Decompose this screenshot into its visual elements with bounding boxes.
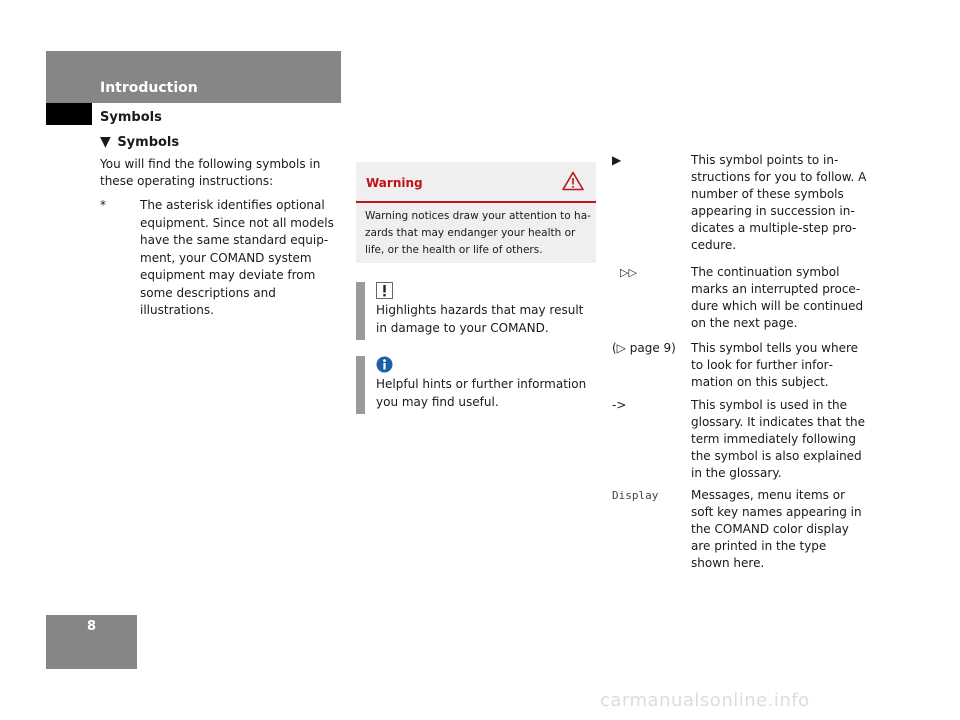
warning-divider: [356, 201, 596, 203]
arrow-right-icon: ▶: [612, 153, 622, 167]
symbol-description: This symbol points to instructions for you to follow. A number of these symbols appearing in succession indicates a multiple-step procedure.: [691, 153, 867, 252]
display-type-sample: Display: [612, 489, 659, 502]
hazard-note: [356, 282, 598, 340]
asterisk-text: The asterisk identifies optional equipment. Since not all models have the same standard equipment, your COMAND system equipment may deviate from some descriptions and illustrations.: [140, 198, 334, 317]
symbol-description: Messages, menu items or soft key names appearing in the COMAND color display are printed in the type shown here.: [691, 488, 862, 570]
warning-triangle-icon: [562, 171, 584, 191]
symbol-description: This symbol tells you where to look for further information on this subject.: [691, 341, 859, 389]
page-number-tab: [46, 615, 137, 669]
note-side-bar: [356, 282, 365, 340]
warning-text: Warning notices draw your attention to hazards that may endanger your health or life, or the health or life of others.: [365, 210, 591, 256]
hazard-note-text: Highlights hazards that may result in damage to your COMAND.: [376, 303, 584, 335]
heading-triangle-icon: ▼: [100, 134, 111, 150]
chapter-title: Introduction: [100, 80, 198, 96]
info-note: [356, 356, 598, 414]
section-subtitle: Symbols: [100, 110, 162, 125]
warning-box: [356, 162, 596, 263]
page-number: 8: [86, 619, 97, 634]
glossary-arrow-symbol: ->: [612, 398, 627, 412]
intro-paragraph: You will find the following symbols in these operating instructions:: [100, 157, 321, 188]
section-heading: [100, 134, 179, 150]
info-icon: [376, 356, 393, 373]
note-side-bar: [356, 356, 365, 414]
section-heading-text: Symbols: [117, 135, 180, 150]
exclamation-icon: [376, 282, 393, 299]
page-reference-symbol: (▷ page 9): [612, 341, 676, 355]
info-note-text: Helpful hints or further information you may find useful.: [376, 377, 587, 409]
asterisk-symbol: *: [100, 198, 106, 212]
watermark: carmanualsonline.info: [600, 690, 810, 711]
warning-label: Warning: [366, 176, 423, 190]
symbol-description: This symbol is used in the glossary. It indicates that the term immediately following the symbol is also explained in the glossary.: [691, 398, 866, 480]
section-marker-bar: [46, 103, 92, 125]
symbol-description: The continuation symbol marks an interrupted procedure which will be continued on the next page.: [691, 265, 864, 330]
continuation-icon: ▷▷: [620, 266, 637, 279]
